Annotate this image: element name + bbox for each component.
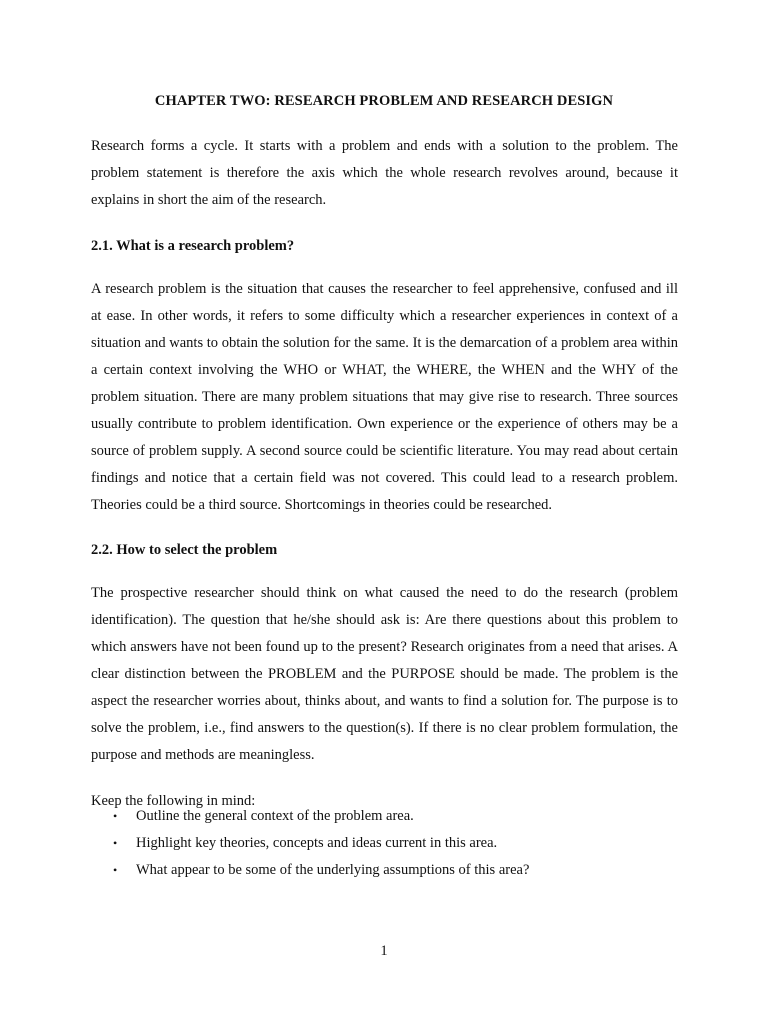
chapter-title: CHAPTER TWO: RESEARCH PROBLEM AND RESEARCH DESIGN	[154, 93, 614, 109]
section-heading-select-problem: 2.2. How to select the problem	[91, 542, 278, 558]
research-problem-paragraph: A research problem is the situation that causes the researcher to feel apprehensive, confused and ill at ease. In other words, it refers to some difficulty which a researcher experiences in context of a situation and wants to obtain the solution for the same. It is the demarcation of a problem area within a certain context involving the WHO or WHAT, the WHERE, the WHEN and the WHY of the problem situation. There are many problem situations that may give rise to research. Three sources usually contribute to problem identification. Own experience or the experience of others may be a source of problem supply. A second source could be scientific literature. You may read about certain findings and notice that a certain field was not covered. This could lead to a research problem. Theories could be a third source. Shortcomings in theories could be researched.	[91, 281, 678, 513]
bullet-icon: •	[113, 836, 118, 850]
list-item-text: What appear to be some of the underlying assumptions of this area?	[136, 862, 530, 878]
list-item-text: Highlight key theories, concepts and ideas current in this area.	[136, 835, 498, 851]
considerations-list	[91, 803, 691, 884]
list-item-text: Outline the general context of the problem area.	[136, 808, 414, 824]
section-heading-research-problem: 2.1. What is a research problem?	[91, 238, 295, 254]
intro-paragraph: Research forms a cycle. It starts with a problem and ends with a solution to the problem. The problem statement is therefore the axis which the whole research revolves around, because it explains in short the aim of the research.	[91, 138, 678, 208]
bullet-icon: •	[113, 863, 118, 877]
list-item	[91, 803, 691, 830]
bullet-icon: •	[113, 809, 118, 823]
list-item	[91, 857, 691, 884]
keep-in-mind-label: Keep the following in mind:	[91, 793, 256, 809]
select-problem-paragraph: The prospective researcher should think on what caused the need to do the research (problem identification). The question that he/she should ask is: Are there questions about this problem to which answers have not been found up to the present? Research originates from a need that arises. A clear distinction between the PROBLEM and the PURPOSE should be made. The problem is the aspect the researcher worries about, thinks about, and wants to find a solution for. The purpose is to solve the problem, i.e., find answers to the question(s). If there is no clear problem formulation, the purpose and methods are meaningless.	[91, 585, 678, 763]
list-item	[91, 830, 691, 857]
page-number: 1	[380, 943, 388, 959]
